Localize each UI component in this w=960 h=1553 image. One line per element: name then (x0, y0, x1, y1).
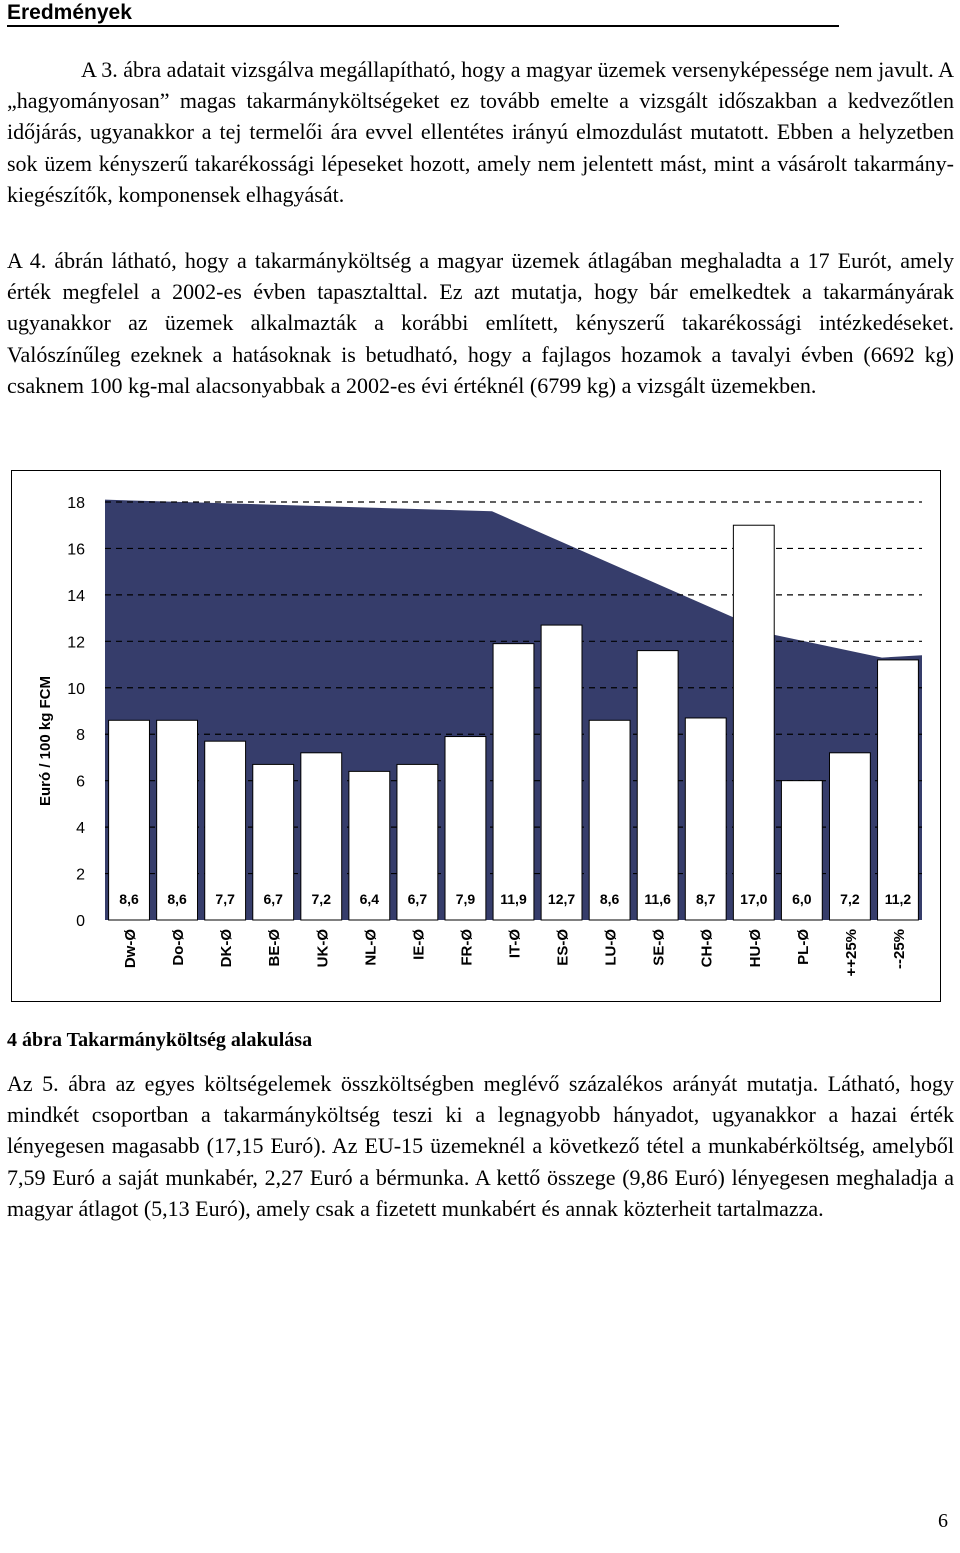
category-label-1: Do-Ø (170, 929, 188, 966)
data-label-7: 7,9 (455, 891, 476, 907)
data-label-14: 6,0 (792, 891, 812, 907)
data-label-6: 6,7 (407, 891, 428, 907)
category-label-13: HU-Ø (746, 929, 764, 968)
category-label-16: --25% (890, 929, 908, 970)
page-number: 6 (938, 1510, 948, 1532)
data-label-4: 7,2 (311, 891, 331, 907)
category-label-15: ++25% (842, 929, 860, 977)
y-tick-label-8: 8 (76, 727, 85, 745)
category-label-5: NL-Ø (362, 929, 380, 966)
category-label-8: IT-Ø (506, 929, 524, 959)
data-label-11: 11,6 (644, 891, 671, 907)
category-label-6: IE-Ø (410, 929, 428, 960)
data-label-9: 12,7 (547, 891, 576, 907)
y-tick-label-4: 4 (76, 820, 85, 838)
chart-svg (12, 471, 940, 1001)
y-tick-label-12: 12 (67, 634, 85, 652)
y-tick-label-2: 2 (76, 866, 85, 884)
data-label-8: 11,9 (500, 891, 527, 907)
category-label-9: ES-Ø (554, 929, 572, 966)
data-label-15: 7,2 (840, 891, 860, 907)
y-tick-label-0: 0 (76, 913, 85, 930)
figure-caption: 4 ábra Takarmányköltség alakulása (7, 1029, 313, 1051)
section-heading: Eredmények (7, 1, 132, 24)
y-tick-label-14: 14 (67, 587, 85, 605)
bar-13 (733, 525, 774, 920)
bar-12 (685, 718, 726, 920)
data-label-13: 17,0 (740, 891, 768, 907)
category-label-4: UK-Ø (314, 929, 332, 968)
y-tick-label-6: 6 (76, 773, 85, 791)
bar-11 (637, 651, 678, 920)
data-label-0: 8,6 (119, 891, 139, 907)
heading-underline (7, 25, 839, 27)
category-label-14: PL-Ø (794, 929, 812, 965)
y-tick-label-16: 16 (67, 541, 85, 559)
category-label-11: SE-Ø (650, 929, 668, 966)
category-label-12: CH-Ø (698, 929, 716, 968)
data-label-10: 8,6 (599, 891, 620, 907)
category-label-2: DK-Ø (218, 929, 236, 968)
category-label-10: LU-Ø (602, 929, 620, 966)
paragraph-3: Az 5. ábra az egyes költségelemek összköltségben meglévő százalékos arányát mutatja. Látható, hogy mindkét csoportban a takarmányköltség teszi ki a legnagyobb hányadot, ugyanakkor a hazai érték lényegesen magasabb (17,15 Euró). Az EU-15 üzemeknél a következő tétel a munkabérköltség, amelyből 7,59 Euró a saját munkabér, 2,27 Euró a bérmunka. A kettő összege (9,86 Euró) lényegesen meghaladja a magyar átlagot (5,13 Euró), amely csak a fizetett munkabért és annak közterheit tartalmazza. (7, 1071, 954, 1221)
y-tick-label-10: 10 (67, 680, 85, 698)
y-axis-title: Euró / 100 kg FCM (37, 675, 54, 807)
data-label-1: 8,6 (167, 891, 187, 907)
bar-9 (541, 625, 582, 920)
data-label-5: 6,4 (359, 891, 380, 907)
data-label-16: 11,2 (884, 891, 912, 907)
category-label-7: FR-Ø (458, 929, 476, 966)
data-label-12: 8,7 (696, 891, 716, 907)
category-label-0: Dw-Ø (122, 929, 140, 969)
paragraph-1: A 3. ábra adatait vizsgálva megállapítható, hogy a magyar üzemek versenyképessége nem javult. A „hagyományosan” magas takarmányköltségeket ez tovább emelte a vizsgált időszakban a kedvezőtlen időjárás, ugyanakkor a tej termelői ára evvel ellentétes irányú elmozdulást mutatott. Ebben a helyzetben sok üzem kényszerű takarékossági lépeseket hozott, amely nem jelentett mást, mint a vásárolt takarmány-kiegészítők, komponensek elhagyását. (7, 57, 954, 207)
bar-16 (878, 660, 919, 920)
bar-8 (493, 644, 534, 920)
data-label-3: 6,7 (263, 891, 283, 907)
paragraph-2: A 4. ábrán látható, hogy a takarmányköltség a magyar üzemek átlagában meghaladta a 17 Eurót, amely érték megfelel a 2002-es évben tapasztalttal. Ez azt mutatja, hogy bár emelkedtek a takarmányárak ugyanakkor az üzemek alkalmazták a korábbi említett, kényszerű takarékossági intézkedéseket. Valószínűleg ezeknek a hatásoknak is betudható, hogy a fajlagos hozamok a tavalyi évben (6692 kg) csaknem 100 kg-mal alacsonyabbak a 2002-es évi értéknél (6799 kg) a vizsgált üzemekben. (7, 248, 954, 398)
data-label-2: 7,7 (215, 891, 235, 907)
feed-cost-chart (11, 470, 941, 1002)
category-label-3: BE-Ø (266, 929, 284, 967)
y-tick-label-18: 18 (67, 495, 85, 512)
